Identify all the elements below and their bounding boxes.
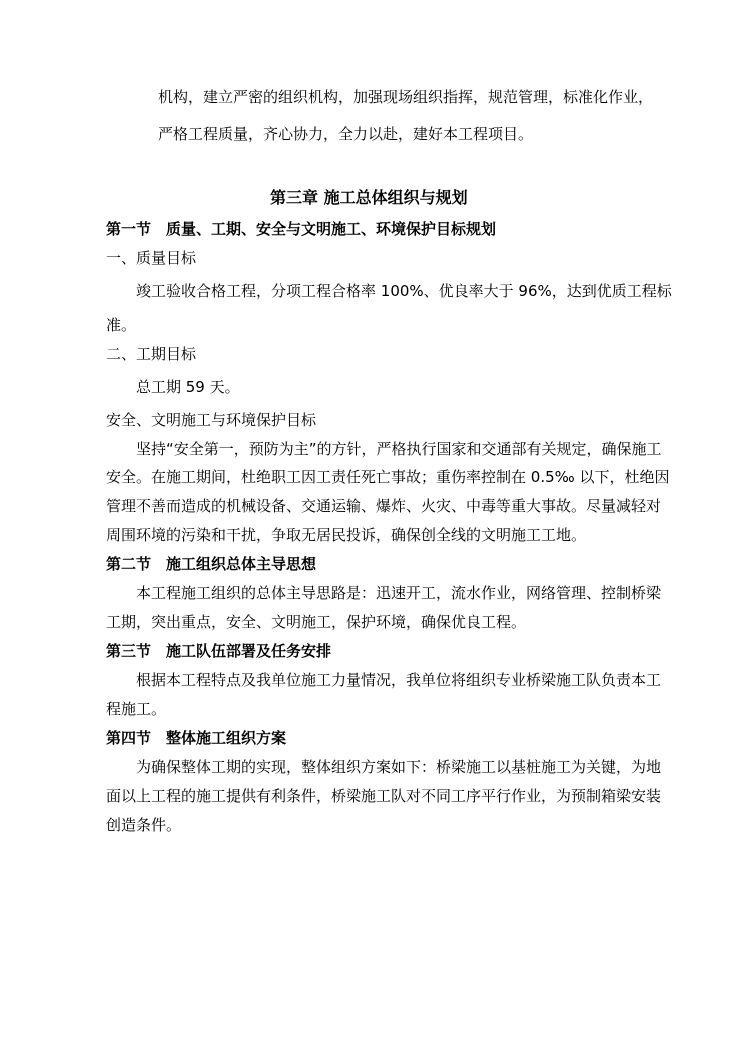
section-2-text-2: 工期，突出重点，安全、文明施工，保护环境，确保优良工程。 [106,613,527,631]
section-3-text-1: 根据本工程特点及我单位施工力量情况，我单位将组织专业桥梁施工队负责本工 [136,671,662,689]
safety-text-1: 坚持“安全第一，预防为主”的方针，严格执行国家和交通部有关规定，确保施工 [136,440,662,458]
schedule-text: 总工期 59 天。 [136,378,240,396]
safety-heading: 安全、文明施工与环境保护目标 [106,411,317,429]
quality-text-2: 准。 [106,316,137,334]
chapter-title: 第三章 施工总体组织与规划 [270,188,468,207]
quality-text-1: 竣工验收合格工程，分项工程合格率 100%、优良率大于 96%，达到优质工程标 [136,282,672,300]
schedule-heading: 二、工期目标 [106,345,197,363]
safety-text-3: 管理不善而造成的机械设备、交通运输、爆炸、火灾、中毒等重大事故。尽量减轻对 [106,497,662,515]
section-4-text-2: 面以上工程的施工提供有利条件，桥梁施工队对不同工序平行作业，为预制箱梁安装 [106,787,662,805]
section-4-text-3: 创造条件。 [106,816,182,834]
section-2-heading: 第二节 施工组织总体主导思想 [106,555,317,573]
safety-text-4: 周围环境的污染和干扰，争取无居民投诉，确保创全线的文明施工工地。 [106,526,587,544]
quality-heading: 一、质量目标 [106,249,197,267]
section-3-text-2: 程施工。 [106,700,167,718]
section-4-text-1: 为确保整体工期的实现，整体组织方案如下：桥梁施工以基桩施工为关键，为地 [136,758,662,776]
section-3-heading: 第三节 施工队伍部署及任务安排 [106,642,332,660]
section-2-text-1: 本工程施工组织的总体主导思路是：迅速开工，流水作业，网络管理、控制桥梁 [136,584,662,602]
section-1-heading: 第一节 质量、工期、安全与文明施工、环境保护目标规划 [106,220,497,238]
intro-line-2: 严格工程质量，齐心协力，全力以赴，建好本工程项目。 [158,125,534,143]
safety-text-2: 安全。在施工期间，杜绝职工因工责任死亡事故；重伤率控制在 0.5‰ 以下，杜绝因 [106,468,670,486]
intro-line-1: 机构，建立严密的组织机构，加强现场组织指挥，规范管理，标准化作业， [158,88,654,106]
section-4-heading: 第四节 整体施工组织方案 [106,729,287,747]
